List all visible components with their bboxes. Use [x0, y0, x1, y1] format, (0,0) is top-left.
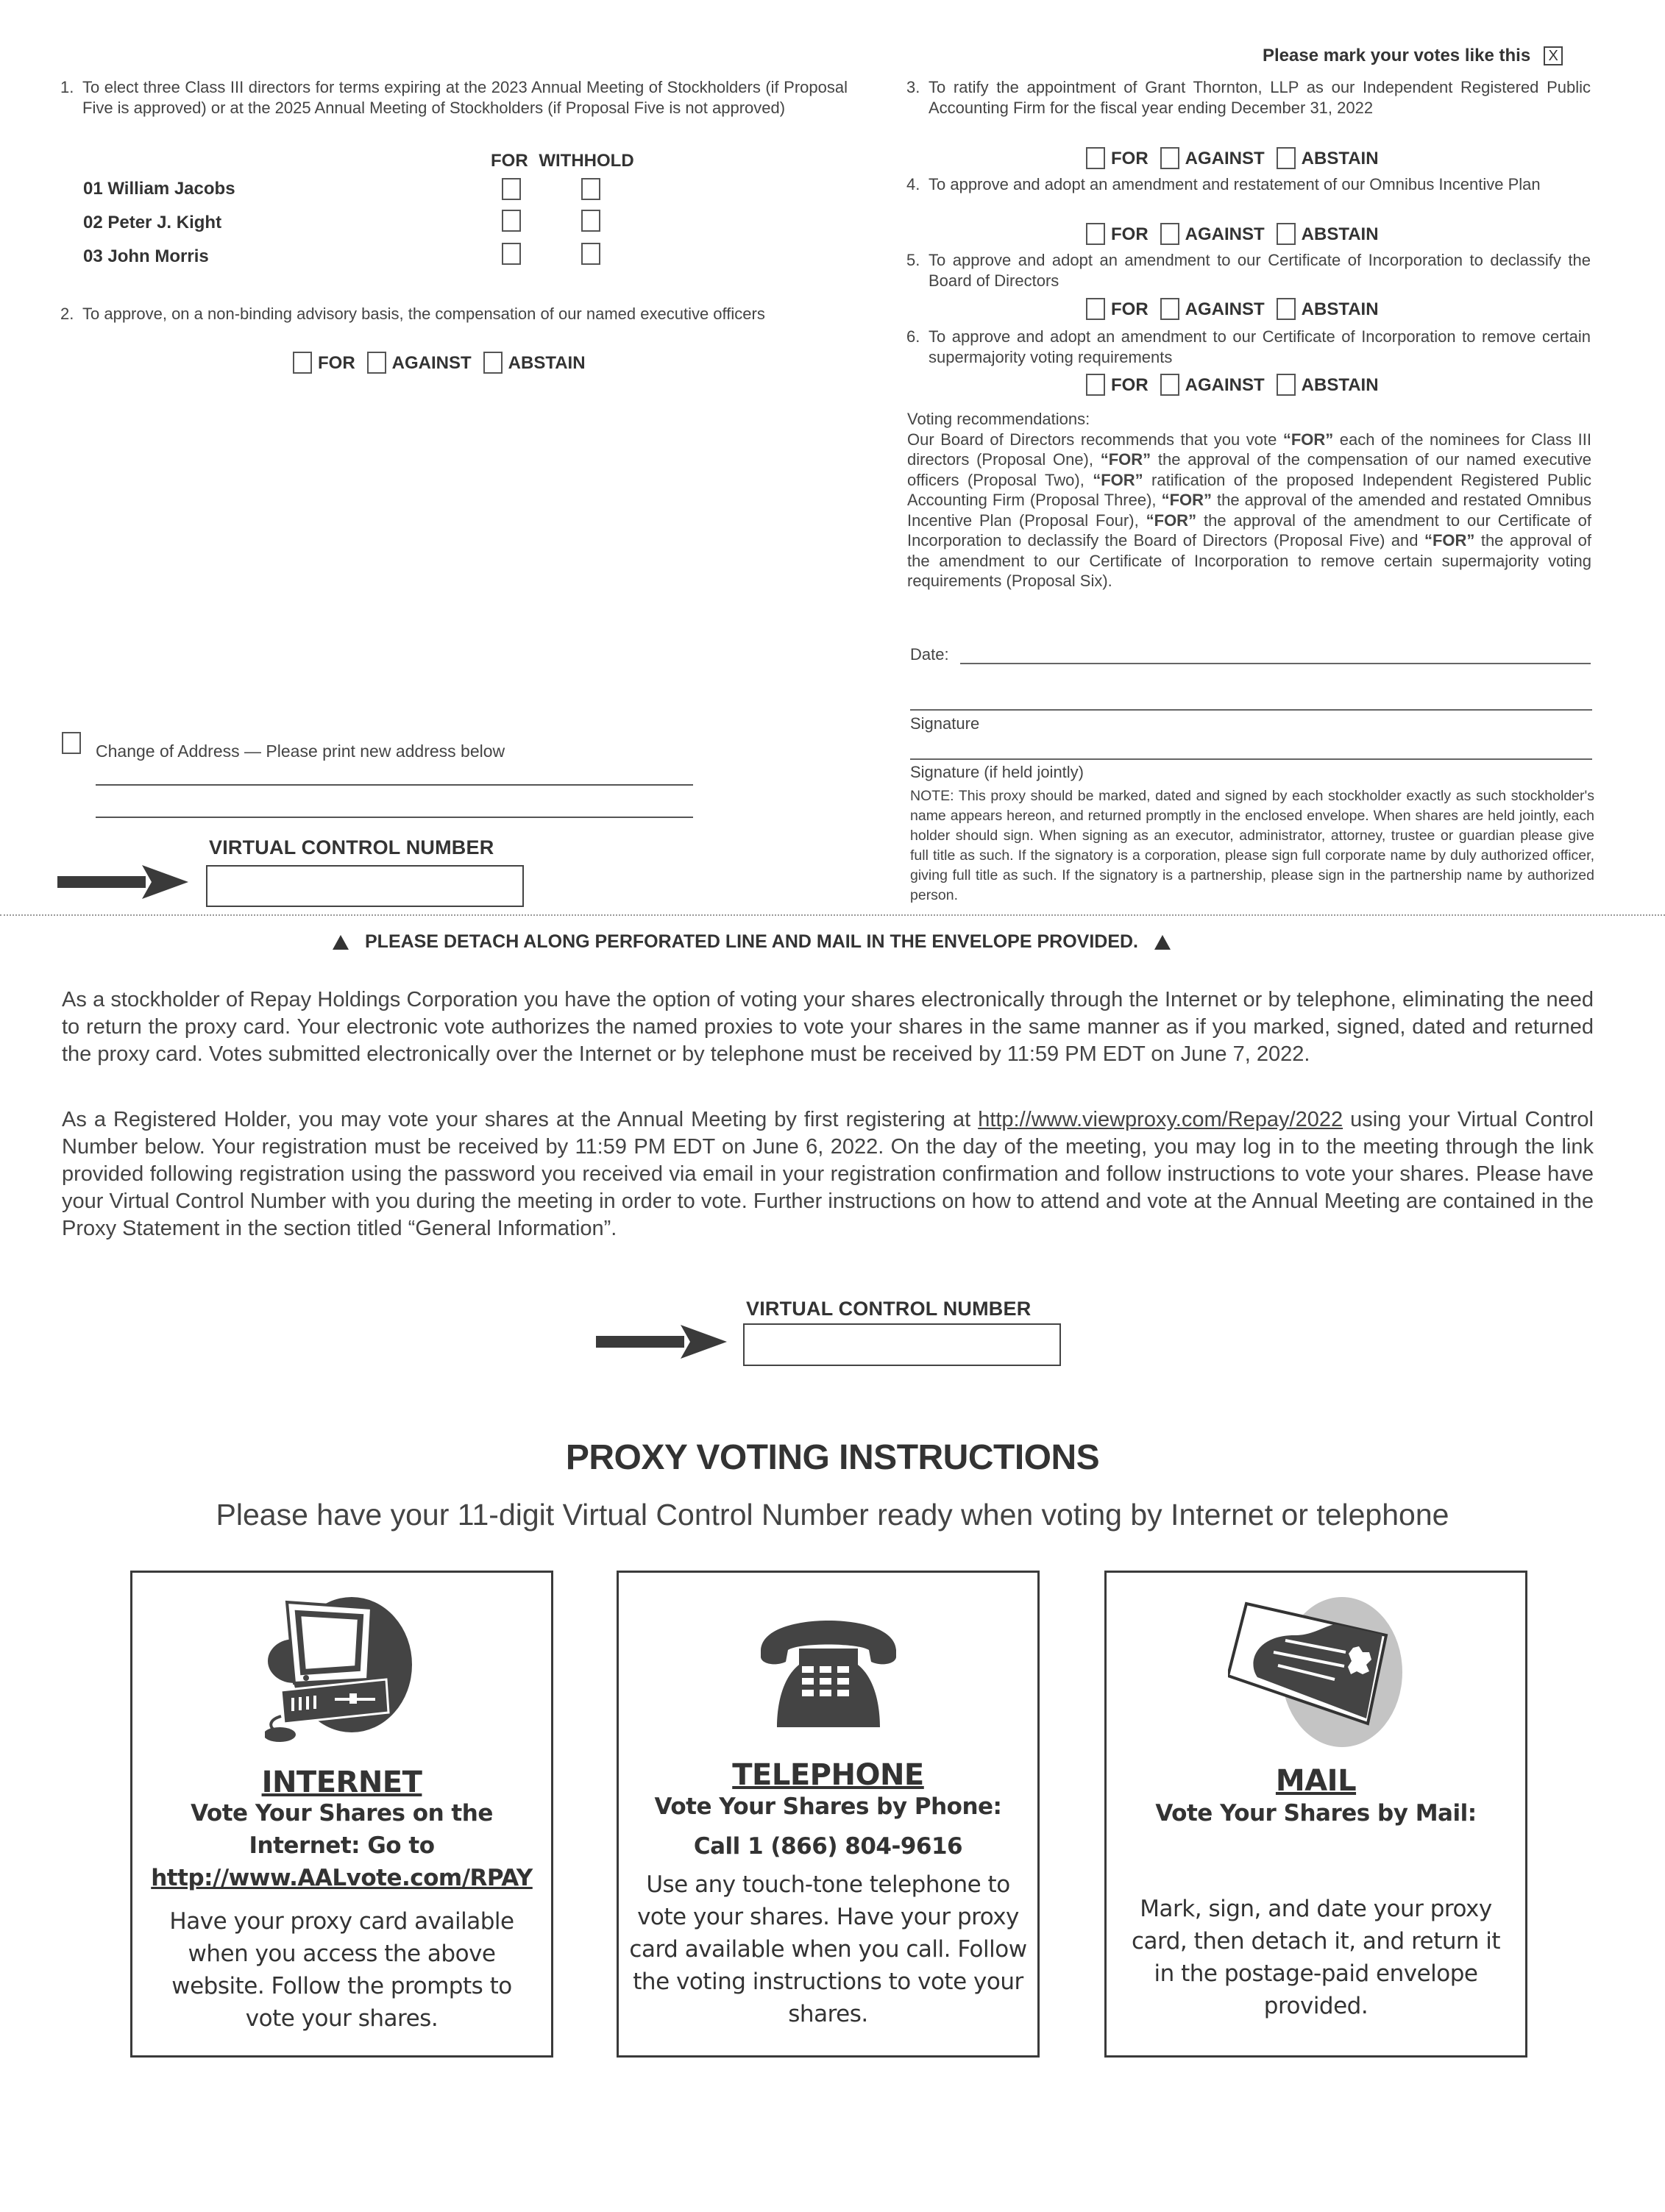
- proposal-4-against-checkbox[interactable]: [1160, 223, 1179, 245]
- new-address-line-2[interactable]: [96, 817, 693, 818]
- against-label: AGAINST: [391, 353, 472, 373]
- proposal-5-abstain-checkbox[interactable]: [1277, 298, 1296, 320]
- proposal-1: [60, 77, 848, 118]
- recommendation-text: each of the nominees for Class III directors (Proposal One),: [907, 430, 1591, 469]
- proposal-5-text: To approve and adopt an amendment to our Certificate of Incorporation to declassify the Board of Directors: [929, 251, 1591, 290]
- mail-description: Mark, sign, and date your proxy card, then detach it, and return it in the postage-paid envelope provided.: [1131, 1896, 1500, 2019]
- telephone-title: TELEPHONE: [732, 1758, 924, 1792]
- internet-title: INTERNET: [261, 1765, 422, 1799]
- detach-instruction: [333, 931, 1171, 953]
- mail-subtitle: Vote Your Shares by Mail:: [1155, 1800, 1477, 1827]
- nominee-name: 02 Peter J. Kight: [83, 213, 222, 232]
- date-field[interactable]: [960, 663, 1591, 664]
- triangle-up-icon: [1154, 935, 1171, 950]
- mail-envelope-icon: [1228, 1595, 1405, 1749]
- signature-note: NOTE: This proxy should be marked, dated and signed by each stockholder exactly as such stockholder's name appears hereon, and returned promptly in the enclosed envelope. When shares are held jointly, each holder should sign. When signing as an executor, administrator, attorney, trustee or guardian please give full title as such. If the signatory is a corporation, please sign full corporate name by duly authorized officer, giving full title as such. If the signatory is a partnership, please sign in the partnership name by authorized person.: [910, 788, 1594, 903]
- proposal-4-for-checkbox[interactable]: [1086, 223, 1105, 245]
- against-label: AGAINST: [1185, 224, 1265, 244]
- proposal-2-for-checkbox[interactable]: [293, 352, 312, 374]
- for-emphasis: “FOR”: [1100, 450, 1151, 469]
- nominee-row: [83, 179, 235, 199]
- recommendation-text: the approval of the amendment to our Certificate of Incorporation to remove certain supermajority voting requirements (Proposal Six).: [907, 531, 1591, 590]
- virtual-control-number-box: [206, 865, 524, 907]
- proposal-1-column-headers: [491, 151, 634, 171]
- abstain-label: ABSTAIN: [1301, 149, 1379, 168]
- proposal-6-for-checkbox[interactable]: [1086, 374, 1105, 396]
- internet-subtitle-line: Vote Your Shares on the: [191, 1800, 493, 1827]
- internet-subtitle: [132, 1797, 551, 1894]
- proposal-4-text: To approve and adopt an amendment and restatement of our Omnibus Incentive Plan: [929, 175, 1541, 193]
- abstain-label: ABSTAIN: [1301, 224, 1379, 244]
- perforated-line: [0, 914, 1665, 916]
- column-header-withhold: WITHHOLD: [539, 151, 634, 171]
- nominee-row: [83, 246, 209, 267]
- proposal-4: [906, 174, 1591, 195]
- voting-recommendations: [907, 409, 1591, 591]
- proposal-6-against-checkbox[interactable]: [1160, 374, 1179, 396]
- registered-holder-text: As a Registered Holder, you may vote your shares at the Annual Meeting by first registering at: [62, 1108, 979, 1131]
- nominee-3-for-checkbox[interactable]: [502, 243, 521, 265]
- nominee-row: [83, 213, 221, 233]
- proposal-6-abstain-checkbox[interactable]: [1277, 374, 1296, 396]
- detach-text: PLEASE DETACH ALONG PERFORATED LINE AND MAIL IN THE ENVELOPE PROVIDED.: [365, 931, 1139, 952]
- proposal-3-text: To ratify the appointment of Grant Thornton, LLP as our Independent Registered Public Accounting Firm for the fiscal year ending December 31, 2022: [929, 78, 1591, 117]
- joint-signature-label: Signature (if held jointly): [910, 763, 1084, 781]
- proposal-3-vote-options: [1086, 147, 1385, 169]
- for-emphasis: “FOR”: [1161, 491, 1213, 509]
- computer-icon: [265, 1595, 419, 1742]
- nominee-2-withhold-checkbox[interactable]: [581, 210, 600, 232]
- against-label: AGAINST: [1185, 149, 1265, 168]
- proposal-3-for-checkbox[interactable]: [1086, 147, 1105, 169]
- mark-instruction: [1263, 46, 1563, 66]
- telephone-icon: [755, 1621, 902, 1746]
- joint-signature-field[interactable]: [910, 758, 1592, 760]
- recommendation-text: ratification of the proposed Independent Registered Public Accounting Firm (Proposal Three),: [907, 470, 1591, 509]
- recommendations-body: [907, 430, 1591, 591]
- telephone-subtitle: Vote Your Shares by Phone:: [654, 1793, 1002, 1820]
- nominee-2-for-checkbox[interactable]: [502, 210, 521, 232]
- mark-example-checkbox-icon: X: [1544, 46, 1563, 65]
- proposal-4-vote-options: [1086, 223, 1385, 245]
- registered-holder-text: using your Virtual Control Number below. Your registration must be received by 11:59 PM EDT on June 6, 2022. On the day of the meeting, you may log in to the meeting through the link provided following registration using the password you received via email in your registration confirmation and follow instructions to vote your shares. Please have your Virtual Control Number with you during the meeting in order to vote. Further instructions on how to attend and vote at the Annual Meeting are contained in the Proxy Statement in the section titled “General Information”.: [62, 1108, 1594, 1240]
- triangle-up-icon: [333, 935, 349, 950]
- internet-description: Have your proxy card available when you access the above website. Follow the prompts to vote your shares.: [169, 1908, 514, 2032]
- proposal-2-abstain-checkbox[interactable]: [483, 352, 503, 374]
- virtual-control-number-label: VIRTUAL CONTROL NUMBER: [209, 836, 494, 858]
- proposal-3-against-checkbox[interactable]: [1160, 147, 1179, 169]
- proposal-5-for-checkbox[interactable]: [1086, 298, 1105, 320]
- proposal-6-text: To approve and adopt an amendment to our Certificate of Incorporation to remove certain supermajority voting requirements: [929, 327, 1591, 366]
- registered-holder-paragraph: [62, 1106, 1594, 1242]
- recommendation-text: the approval of the amendment to our Certificate of Incorporation to declassify the Board of Directors (Proposal Five) and: [907, 511, 1591, 550]
- telephone-voting-card: [617, 1571, 1040, 2058]
- abstain-label: ABSTAIN: [508, 353, 586, 373]
- proposal-2: [60, 304, 848, 324]
- for-label: FOR: [1111, 149, 1149, 168]
- internet-subtitle-line: Internet: Go to: [249, 1832, 435, 1859]
- signature-field[interactable]: [910, 709, 1592, 711]
- mail-title: MAIL: [1275, 1764, 1357, 1798]
- recommendation-text: Our Board of Directors recommends that you vote: [907, 430, 1283, 449]
- against-label: AGAINST: [1185, 299, 1265, 319]
- for-label: FOR: [1111, 224, 1149, 244]
- proposal-4-number: 4.: [906, 175, 920, 193]
- for-emphasis: “FOR”: [1093, 470, 1143, 489]
- aalvote-link[interactable]: http://www.AALvote.com/RPAY: [151, 1865, 533, 1891]
- abstain-label: ABSTAIN: [1301, 375, 1379, 395]
- mail-voting-card: [1104, 1571, 1527, 2058]
- for-label: FOR: [1111, 299, 1149, 319]
- proposal-6-vote-options: [1086, 374, 1385, 396]
- proposal-2-against-checkbox[interactable]: [367, 352, 386, 374]
- telephone-description: Use any touch-tone telephone to vote your shares. Have your proxy card available when you call. Follow the voting instructions to vote your shares.: [629, 1871, 1027, 2027]
- new-address-line-1[interactable]: [96, 784, 693, 786]
- proposal-2-text: To approve, on a non-binding advisory basis, the compensation of our named executive officers: [82, 305, 765, 323]
- arrow-right-icon: [57, 865, 190, 899]
- telephone-number[interactable]: Call 1 (866) 804-9616: [693, 1833, 963, 1860]
- proposal-3: [906, 77, 1591, 118]
- recommendation-text: the approval of the amended and restated Omnibus Incentive Plan (Proposal Four),: [907, 491, 1591, 530]
- nominee-name: 03 John Morris: [83, 246, 209, 266]
- proposal-3-abstain-checkbox[interactable]: [1277, 147, 1296, 169]
- change-of-address-label: Change of Address — Please print new address below: [96, 742, 505, 761]
- proposal-2-number: 2.: [60, 305, 74, 323]
- nominee-name: 01 William Jacobs: [83, 179, 235, 199]
- proposal-1-text: To elect three Class III directors for terms expiring at the 2023 Annual Meeting of Stockholders (if Proposal Five is approved) or at the 2025 Annual Meeting of Stockholders (if Proposal Five is not approved): [82, 78, 848, 117]
- recommendation-text: the approval of the compensation of our named executive officers (Proposal Two),: [907, 450, 1591, 489]
- arrow-right-icon: [596, 1325, 728, 1359]
- column-header-for: FOR: [491, 151, 528, 171]
- abstain-label: ABSTAIN: [1301, 299, 1379, 319]
- date-label: Date:: [910, 645, 949, 664]
- for-emphasis: “FOR”: [1146, 511, 1197, 530]
- proxy-voting-title: PROXY VOTING INSTRUCTIONS: [565, 1438, 1100, 1477]
- recommendations-heading: Voting recommendations:: [907, 410, 1090, 428]
- proposal-6-number: 6.: [906, 327, 920, 346]
- nominee-1-for-checkbox[interactable]: [502, 178, 521, 200]
- signature-label: Signature: [910, 714, 980, 733]
- proposal-6: [906, 327, 1591, 368]
- internet-voting-card: [130, 1571, 553, 2058]
- virtual-control-number-label: VIRTUAL CONTROL NUMBER: [746, 1298, 1032, 1320]
- proposal-4-abstain-checkbox[interactable]: [1277, 223, 1296, 245]
- nominee-1-withhold-checkbox[interactable]: [581, 178, 600, 200]
- mark-instruction-text: Please mark your votes like this: [1263, 46, 1531, 65]
- proposal-3-number: 3.: [906, 78, 920, 96]
- electronic-voting-paragraph: As a stockholder of Repay Holdings Corporation you have the option of voting your shares electronically through the Internet or by telephone, eliminating the need to return the proxy card. Your electronic vote authorizes the named proxies to vote your shares in the same manner as if you marked, signed, dated and returned the proxy card. Votes submitted electronically over the Internet or by telephone must be received by 11:59 PM EDT on June 7, 2022.: [62, 988, 1594, 1066]
- viewproxy-link[interactable]: http://www.viewproxy.com/Repay/2022: [978, 1108, 1343, 1131]
- for-emphasis: “FOR”: [1424, 531, 1475, 550]
- virtual-control-number-box: [743, 1323, 1061, 1366]
- proposal-2-vote-options: [293, 352, 592, 374]
- proxy-voting-subtitle: Please have your 11-digit Virtual Control Number ready when voting by Internet or telephone: [216, 1498, 1449, 1532]
- proposal-5-number: 5.: [906, 251, 920, 269]
- proposal-1-number: 1.: [60, 78, 74, 96]
- for-label: FOR: [318, 353, 355, 373]
- proposal-5-vote-options: [1086, 298, 1385, 320]
- nominee-3-withhold-checkbox[interactable]: [581, 243, 600, 265]
- for-emphasis: “FOR”: [1282, 430, 1334, 449]
- for-label: FOR: [1111, 375, 1149, 395]
- change-of-address-checkbox[interactable]: [62, 732, 81, 754]
- proposal-5: [906, 250, 1591, 291]
- against-label: AGAINST: [1185, 375, 1265, 395]
- proposal-5-against-checkbox[interactable]: [1160, 298, 1179, 320]
